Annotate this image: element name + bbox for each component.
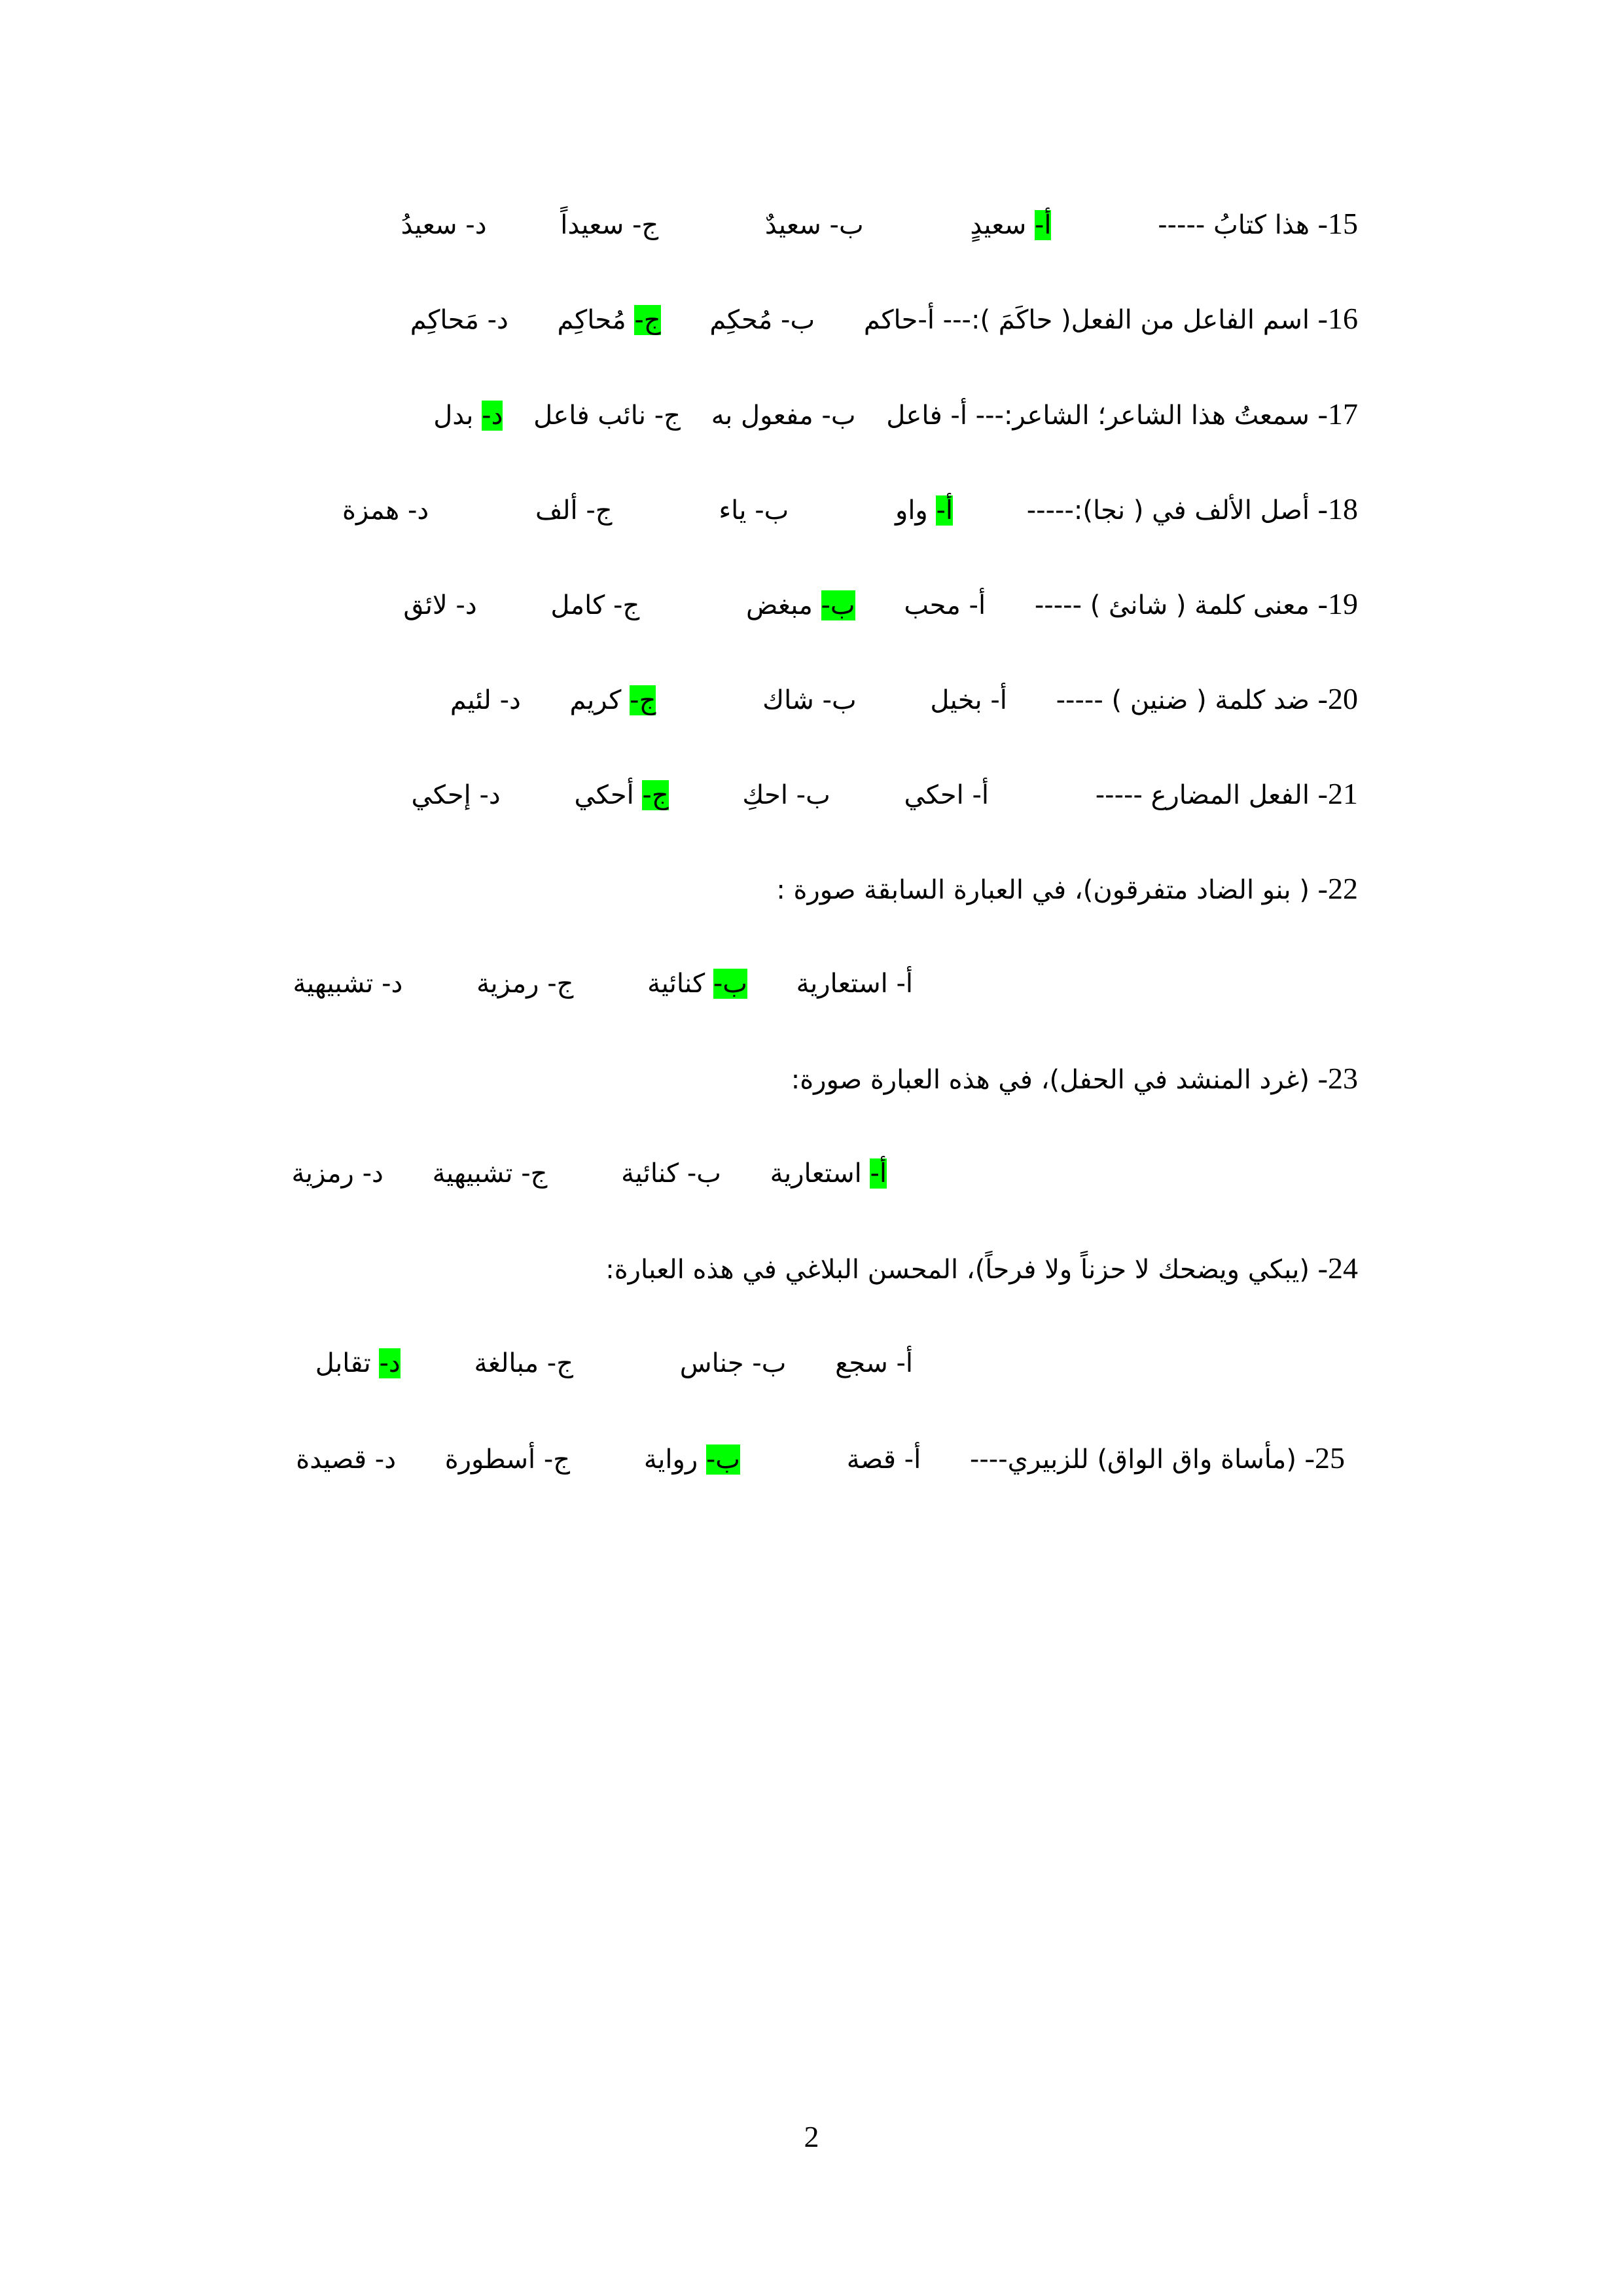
question-24 (605, 1249, 1358, 1288)
question-16 (410, 299, 1358, 338)
question-17 (433, 395, 1358, 434)
option-b: ب- شاك (762, 685, 857, 715)
answer-highlight: ب- (713, 969, 747, 999)
question-25 (296, 1439, 1345, 1478)
page-number: 2 (804, 2120, 819, 2153)
answer-highlight: أ- (936, 495, 954, 526)
question-stem: معنى كلمة ( شانئ ) ----- (1034, 590, 1310, 620)
option-b: ب- كنائية (621, 1158, 721, 1189)
question-21 (411, 774, 1358, 814)
answer-highlight: ج- (634, 305, 661, 335)
option-b: ب- جناس (679, 1348, 787, 1378)
option-c: ج- أسطورة (444, 1444, 571, 1475)
option-a: أ-حاكم (863, 305, 935, 335)
option-a: أ- بخيل (930, 685, 1007, 715)
option-d: د- تشبيهية (293, 969, 403, 999)
option-c: ج- رمزية (476, 969, 574, 999)
question-stem: أصل الألف في ( نجا):----- (1026, 495, 1310, 526)
option-d: د- رمزية (291, 1158, 383, 1189)
answer-highlight: أ- (1034, 210, 1052, 240)
question-20 (450, 679, 1358, 719)
question-number: 25- (1304, 1441, 1345, 1475)
option-c: ج- أحكي (574, 780, 669, 810)
option-c: ج- كامل (550, 590, 640, 620)
option-c: ج- كريم (569, 685, 656, 715)
question-22-options (293, 964, 914, 1003)
option-a: أ- سعيدٍ (970, 210, 1052, 240)
option-b: ب- سعيدٌ (764, 210, 864, 240)
question-18 (342, 490, 1358, 529)
option-d: د- لئيم (450, 685, 521, 715)
question-number: 24- (1317, 1251, 1358, 1285)
option-d: د- بدل (433, 401, 503, 431)
answer-highlight: ب- (821, 590, 855, 620)
question-stem: (يبكي ويضحك لا حزناً ولا فرحاً)، المحسن البلاغي في هذه العبارة: (605, 1255, 1310, 1285)
answer-highlight: د- (482, 401, 503, 431)
option-c: ج- سعيداً (560, 210, 659, 240)
question-stem: اسم الفاعل من الفعل( حاكَمَ ):--- (942, 305, 1310, 335)
option-c: ج- مُحاكِم (557, 305, 661, 335)
option-a: أ- استعارية (796, 969, 913, 999)
question-stem: الفعل المضارع ----- (1095, 780, 1310, 810)
question-24-options (315, 1344, 913, 1383)
question-23 (791, 1059, 1358, 1098)
option-b: ب- مفعول به (711, 401, 856, 431)
question-22 (776, 869, 1358, 908)
option-a: أ- فاعل (886, 401, 967, 431)
option-d: د- سعيدُ (401, 210, 487, 240)
question-stem: ضد كلمة ( ضنين ) ----- (1056, 685, 1310, 715)
question-number: 15- (1317, 207, 1358, 240)
option-d: د- لائق (403, 590, 477, 620)
option-a: أ- قصة (846, 1444, 921, 1475)
question-15 (401, 204, 1358, 243)
question-stem: سمعتُ هذا الشاعر؛ الشاعر:--- (975, 401, 1310, 431)
question-number: 16- (1317, 302, 1358, 335)
question-23-options (291, 1154, 887, 1193)
answer-highlight: أ- (870, 1158, 887, 1189)
option-b: ب- كنائية (647, 969, 747, 999)
option-d: د- قصيدة (296, 1444, 397, 1475)
question-stem: ( بنو الضاد متفرقون)، في العبارة السابقة صورة : (776, 875, 1310, 905)
question-number: 23- (1317, 1062, 1358, 1095)
question-number: 21- (1317, 777, 1358, 810)
option-a: أ- سجع (835, 1348, 913, 1378)
answer-highlight: د- (379, 1348, 401, 1378)
answer-highlight: ج- (642, 780, 669, 810)
question-number: 18- (1317, 492, 1358, 526)
question-19 (403, 584, 1358, 624)
option-c: ج- تشبيهية (432, 1158, 548, 1189)
option-d: د- تقابل (315, 1348, 401, 1378)
option-a: أ- واو (895, 495, 954, 526)
question-number: 20- (1317, 682, 1358, 715)
question-stem: (مأساة واق الواق) للزبيري---- (969, 1444, 1296, 1475)
option-a: أ- احكي (904, 780, 990, 810)
question-number: 22- (1317, 872, 1358, 905)
option-a: أ- استعارية (770, 1158, 887, 1189)
option-d: د- إحكي (411, 780, 501, 810)
answer-highlight: ج- (630, 685, 656, 715)
answer-highlight: ب- (705, 1444, 740, 1475)
option-b: ب- ياء (719, 495, 789, 526)
option-a: أ- محب (904, 590, 986, 620)
question-stem: هذا كتابُ ----- (1158, 210, 1310, 240)
question-stem: (غرد المنشد في الحفل)، في هذه العبارة صورة: (791, 1065, 1310, 1095)
question-number: 19- (1317, 587, 1358, 620)
option-d: د- مَحاكِم (410, 305, 508, 335)
option-b: ب- مُحكِم (709, 305, 815, 335)
option-c: ج- ألف (535, 495, 613, 526)
option-c: ج- مبالغة (474, 1348, 574, 1378)
question-number: 17- (1317, 397, 1358, 431)
option-d: د- همزة (342, 495, 429, 526)
option-b: ب- احكِ (742, 780, 830, 810)
option-c: ج- نائب فاعل (533, 401, 681, 431)
option-b: ب- رواية (643, 1444, 740, 1475)
option-b: ب- مبغض (745, 590, 855, 620)
